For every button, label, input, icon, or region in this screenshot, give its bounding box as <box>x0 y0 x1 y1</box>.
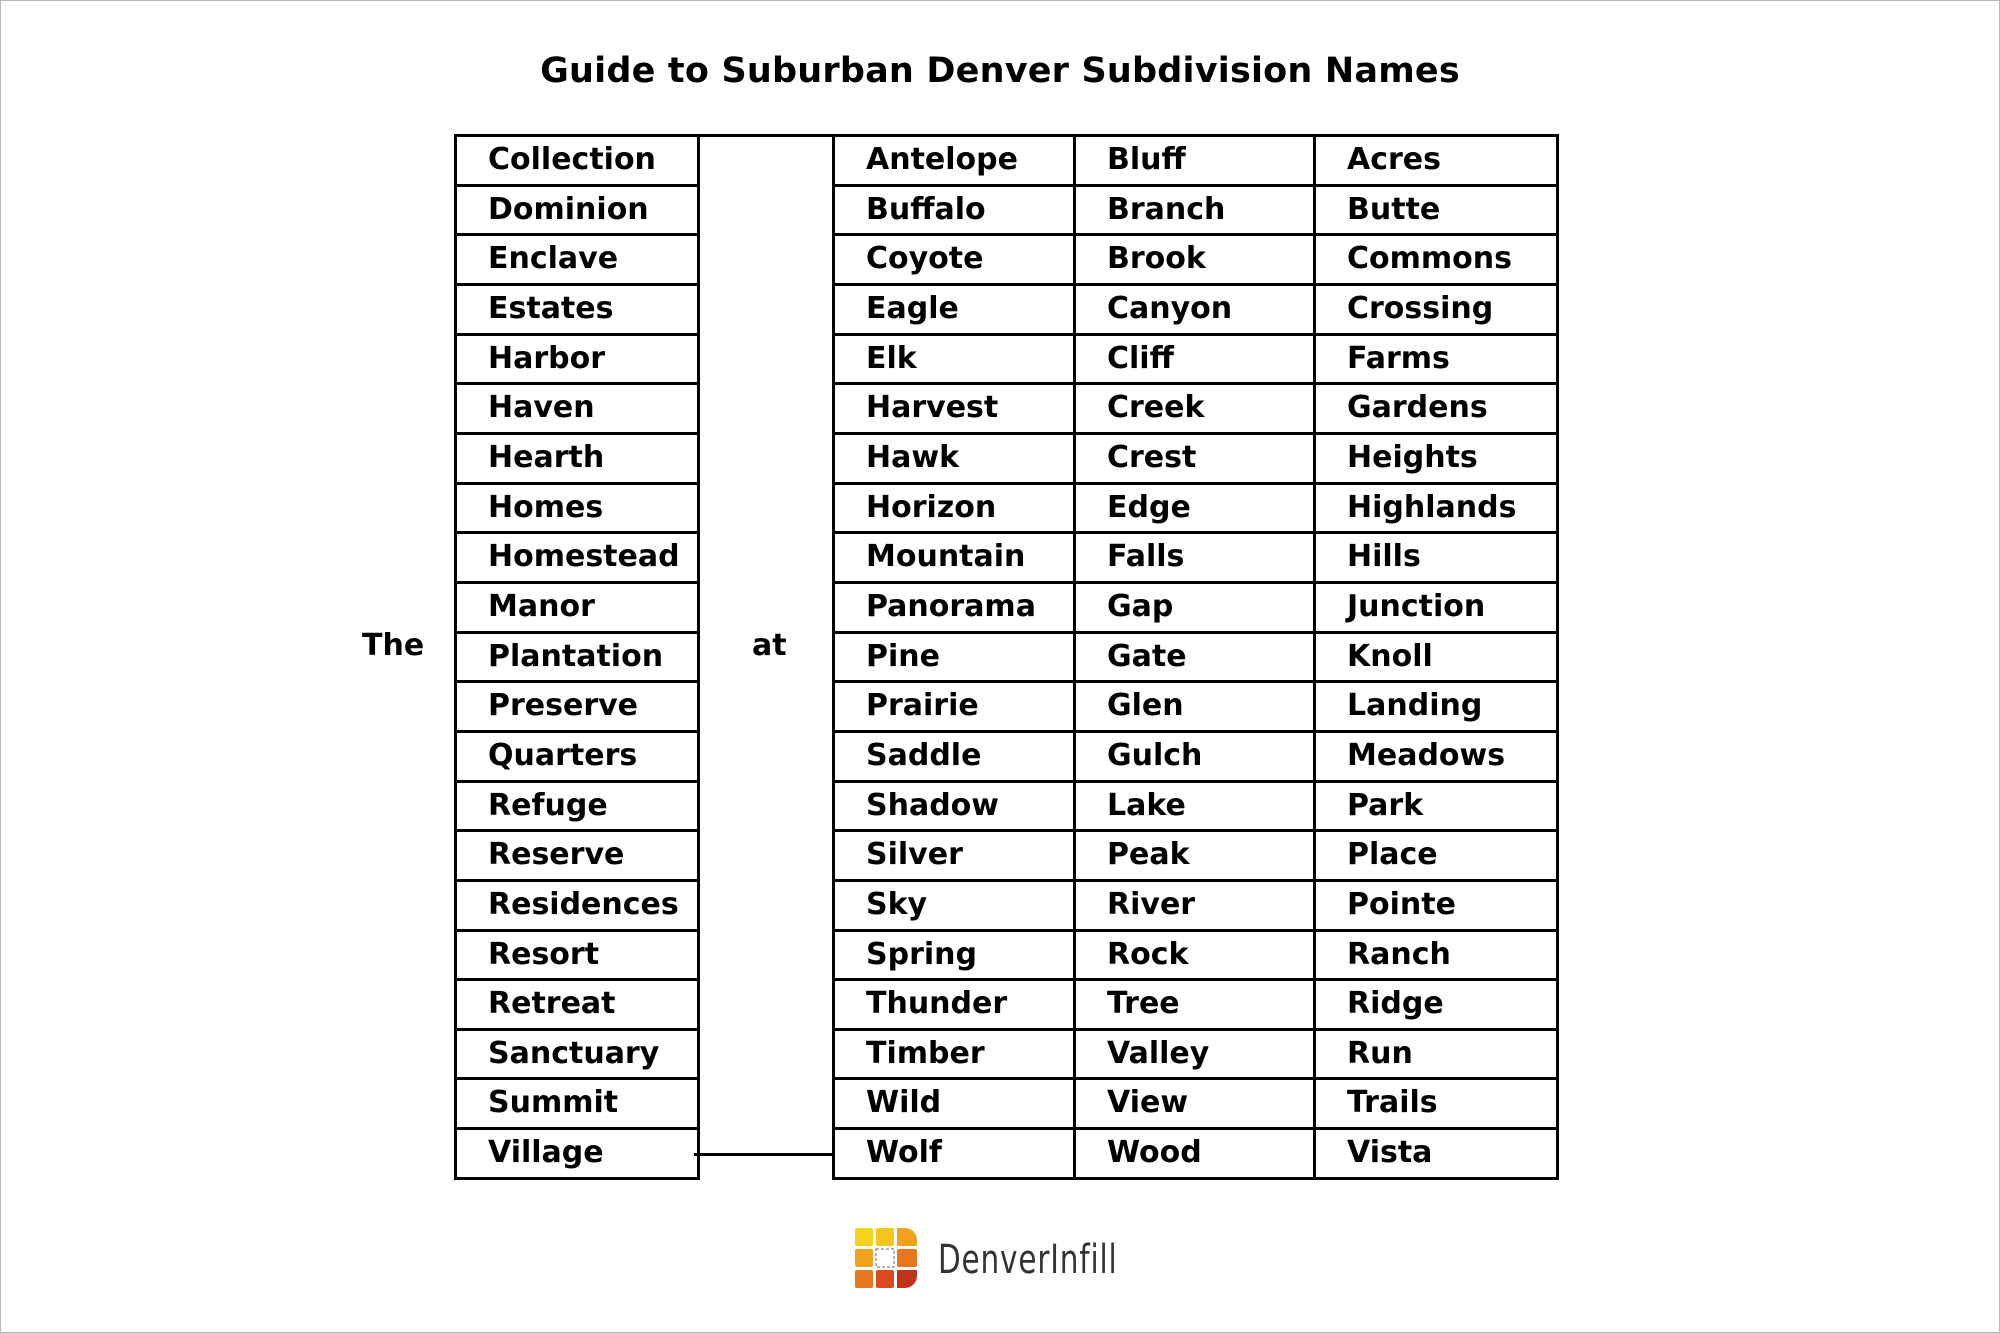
prefix-word: The <box>362 628 425 663</box>
logo-grid-icon <box>854 1227 918 1291</box>
name-cell: Farms <box>1316 333 1556 383</box>
name-cell: Silver <box>835 829 1075 879</box>
name-cell: Valley <box>1076 1028 1316 1078</box>
name-cell: Knoll <box>1316 631 1556 681</box>
name-cell: Village <box>457 1127 697 1180</box>
name-cell: Refuge <box>457 780 697 830</box>
name-cell: Mountain <box>835 531 1075 581</box>
name-cell: Junction <box>1316 581 1556 631</box>
name-cell: Heights <box>1316 432 1556 482</box>
name-cell: Trails <box>1316 1077 1556 1127</box>
name-column-4 <box>1313 134 1559 1180</box>
name-cell: Preserve <box>457 680 697 730</box>
name-cell: Wild <box>835 1077 1075 1127</box>
name-cell: Spring <box>835 929 1075 979</box>
name-cell: Coyote <box>835 233 1075 283</box>
name-cell: Branch <box>1076 184 1316 234</box>
name-cell: Vista <box>1316 1127 1556 1180</box>
name-cell: Homestead <box>457 531 697 581</box>
name-cell: Hills <box>1316 531 1556 581</box>
name-cell: Retreat <box>457 978 697 1028</box>
name-cell: Harvest <box>835 382 1075 432</box>
name-cell: Residences <box>457 879 697 929</box>
name-cell: Pointe <box>1316 879 1556 929</box>
name-column-2 <box>832 134 1075 1180</box>
name-cell: River <box>1076 879 1316 929</box>
joiner-word: at <box>752 628 787 663</box>
joiner-column <box>694 134 832 1156</box>
name-cell: Lake <box>1076 780 1316 830</box>
name-cell: Sanctuary <box>457 1028 697 1078</box>
name-cell: Landing <box>1316 680 1556 730</box>
name-cell: Edge <box>1076 482 1316 532</box>
name-cell: Place <box>1316 829 1556 879</box>
name-cell: Rock <box>1076 929 1316 979</box>
name-cell: Shadow <box>835 780 1075 830</box>
name-cell: Plantation <box>457 631 697 681</box>
page-title: Guide to Suburban Denver Subdivision Names <box>540 51 1460 91</box>
name-cell: Acres <box>1316 134 1556 184</box>
name-cell: Summit <box>457 1077 697 1127</box>
name-cell: Gulch <box>1076 730 1316 780</box>
name-cell: Horizon <box>835 482 1075 532</box>
name-cell: Manor <box>457 581 697 631</box>
logo-wordmark: DenverInfill <box>938 1237 1118 1283</box>
name-cell: Gap <box>1076 581 1316 631</box>
name-cell: Hearth <box>457 432 697 482</box>
name-cell: Highlands <box>1316 482 1556 532</box>
name-cell: Thunder <box>835 978 1075 1028</box>
name-cell: Ranch <box>1316 929 1556 979</box>
name-cell: Gate <box>1076 631 1316 681</box>
name-cell: Bluff <box>1076 134 1316 184</box>
name-cell: Timber <box>835 1028 1075 1078</box>
name-cell: Resort <box>457 929 697 979</box>
name-cell: Antelope <box>835 134 1075 184</box>
name-cell: Crossing <box>1316 283 1556 333</box>
name-cell: Estates <box>457 283 697 333</box>
name-cell: Haven <box>457 382 697 432</box>
name-cell: Canyon <box>1076 283 1316 333</box>
name-cell: Run <box>1316 1028 1556 1078</box>
name-cell: Park <box>1316 780 1556 830</box>
name-cell: Commons <box>1316 233 1556 283</box>
name-cell: Falls <box>1076 531 1316 581</box>
name-column-3 <box>1073 134 1316 1180</box>
name-cell: Wood <box>1076 1127 1316 1180</box>
name-cell: Crest <box>1076 432 1316 482</box>
name-cell: Brook <box>1076 233 1316 283</box>
name-cell: Hawk <box>835 432 1075 482</box>
name-cell: Gardens <box>1316 382 1556 432</box>
name-cell: Dominion <box>457 184 697 234</box>
name-cell: Prairie <box>835 680 1075 730</box>
name-cell: Enclave <box>457 233 697 283</box>
name-cell: Ridge <box>1316 978 1556 1028</box>
name-cell: Buffalo <box>835 184 1075 234</box>
name-cell: Eagle <box>835 283 1075 333</box>
name-cell: Cliff <box>1076 333 1316 383</box>
name-cell: Reserve <box>457 829 697 879</box>
name-cell: Homes <box>457 482 697 532</box>
name-cell: Panorama <box>835 581 1075 631</box>
name-cell: Elk <box>835 333 1075 383</box>
name-cell: Meadows <box>1316 730 1556 780</box>
name-cell: Peak <box>1076 829 1316 879</box>
name-cell: Harbor <box>457 333 697 383</box>
name-cell: Glen <box>1076 680 1316 730</box>
name-cell: Wolf <box>835 1127 1075 1180</box>
name-cell: Saddle <box>835 730 1075 780</box>
denverinfill-logo <box>854 1227 1154 1291</box>
name-cell: Butte <box>1316 184 1556 234</box>
name-column-1 <box>454 134 700 1180</box>
name-cell: Creek <box>1076 382 1316 432</box>
name-cell: Pine <box>835 631 1075 681</box>
name-cell: Sky <box>835 879 1075 929</box>
name-cell: View <box>1076 1077 1316 1127</box>
name-cell: Quarters <box>457 730 697 780</box>
name-cell: Collection <box>457 134 697 184</box>
name-cell: Tree <box>1076 978 1316 1028</box>
